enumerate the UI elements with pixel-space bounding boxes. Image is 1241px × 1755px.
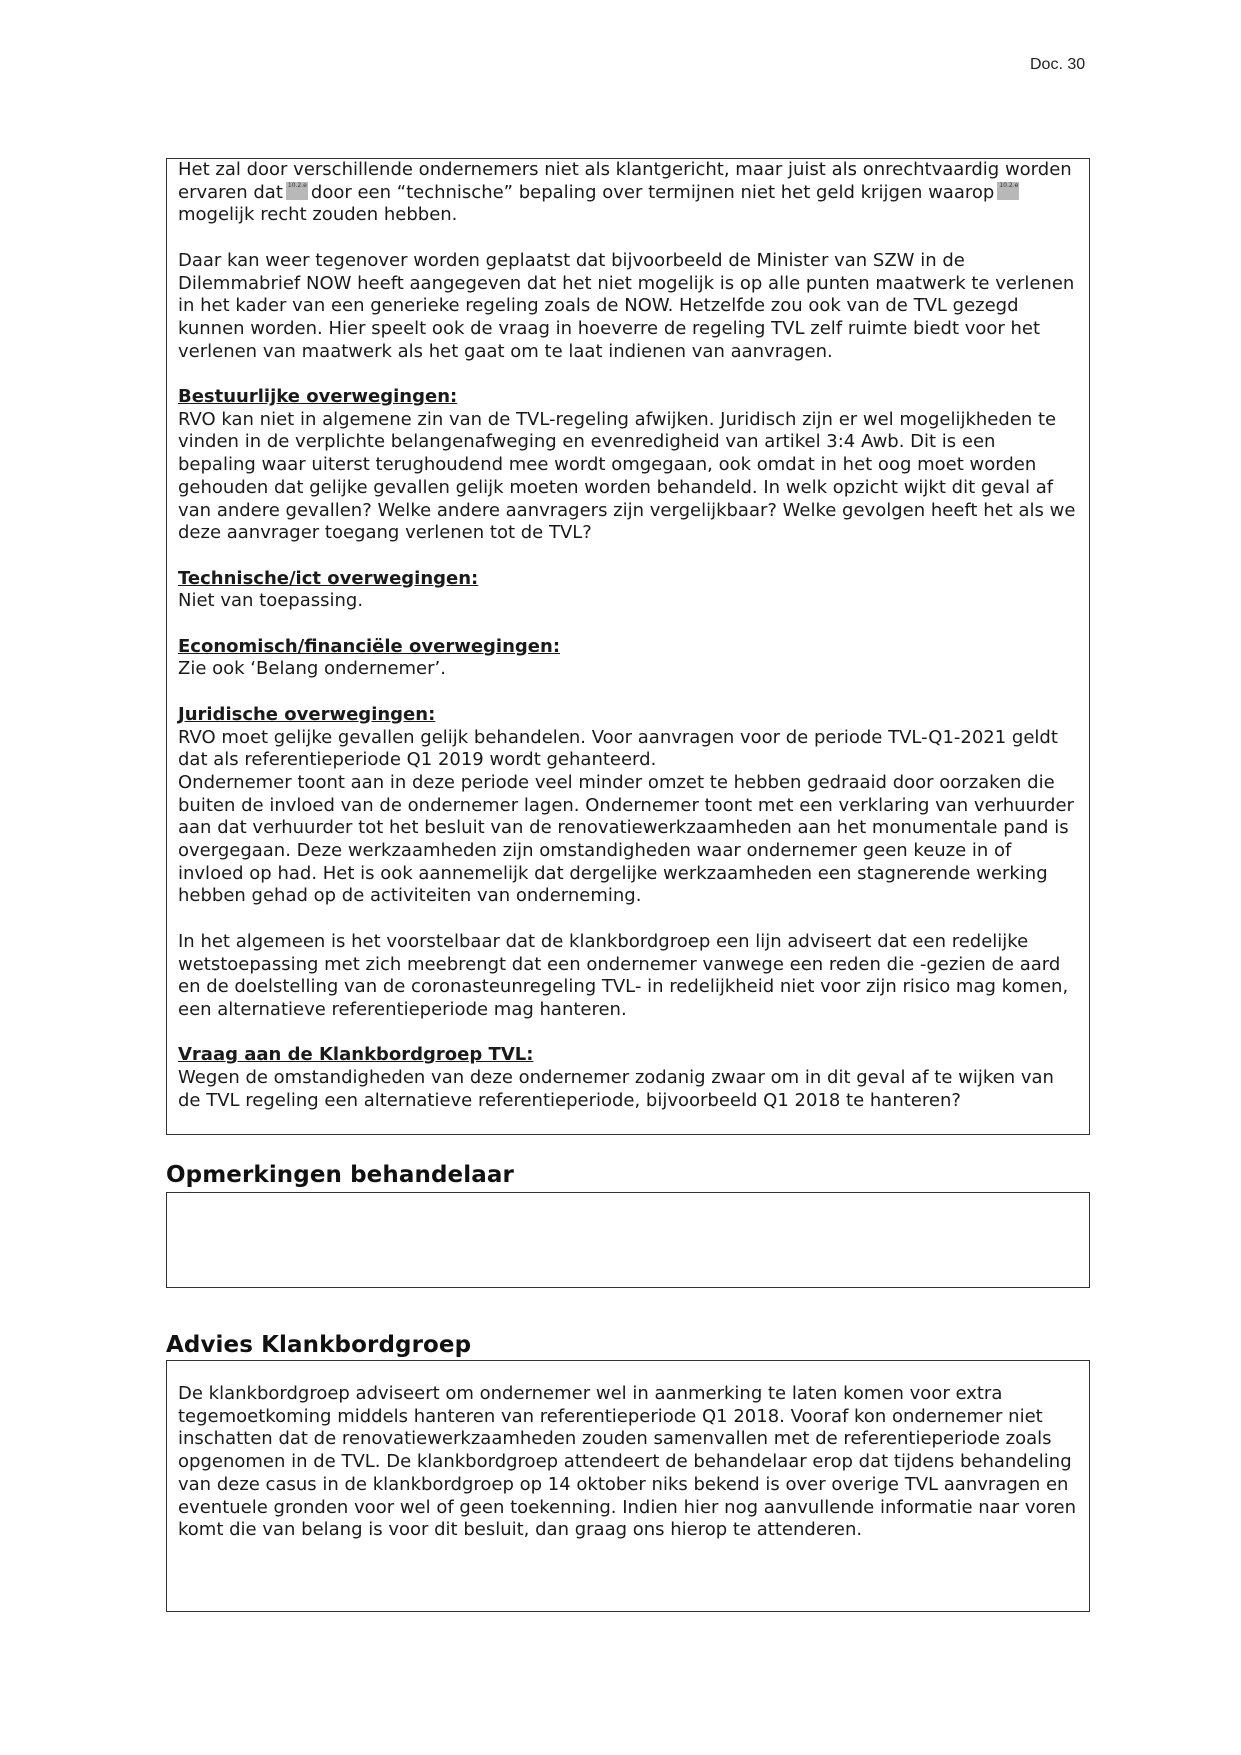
technisch-heading: Technische/ict overwegingen:	[178, 567, 479, 589]
intro-text-2: door een “technische” bepaling over termijnen niet het geld krijgen waarop	[310, 181, 995, 203]
vraag-text: Wegen de omstandigheden van deze ondernemer zodanig zwaar om in dit geval af te wijken van de TVL regeling een alternatieve referentieperiode, bijvoorbeeld Q1 2018 te hanteren?	[178, 1067, 1054, 1111]
advies-text: De klankbordgroep adviseert om ondernemer wel in aanmerking te laten komen voor extra tegemoetkoming middels hanteren van referentieperiode Q1 2018. Vooraf kon ondernemer niet inschatten dat de renovatiewerkzaamheden zouden samenvallen met de referentieperiode zoals opgenomen in de TVL. De klankbordgroep attendeert de behandelaar erop dat tijdens behandeling van deze casus in de klankbordgroep op 14 oktober niks bekend is over overige TVL aanvragen en eventuele gronden voor wel of geen toekenning. Indien hier nog aanvullende informatie naar voren komt die van belang is voor dit besluit, dan graag ons hierop te attenderen.	[178, 1383, 1076, 1541]
advies-box	[166, 1360, 1090, 1612]
technisch-text: Niet van toepassing.	[178, 590, 364, 612]
vraag-section	[178, 1044, 1077, 1112]
document-number: Doc. 30	[1030, 56, 1086, 73]
juridisch-text-1: RVO moet gelijke gevallen gelijk behandelen. Voor aanvragen voor de periode TVL-Q1-2021 geldt dat als referentieperiode Q1 2019 wordt gehanteerd.	[178, 726, 1058, 771]
advies-title: Advies Klankbordgroep	[166, 1332, 472, 1358]
opmerkingen-box	[166, 1192, 1090, 1288]
juridisch-heading: Juridische overwegingen:	[178, 703, 436, 725]
assessment-box	[166, 158, 1090, 1135]
juridisch-section	[178, 704, 1077, 908]
economisch-heading: Economisch/financiële overwegingen:	[178, 635, 561, 657]
opmerkingen-title: Opmerkingen behandelaar	[166, 1162, 514, 1188]
redaction-code: 10.2.e	[999, 181, 1019, 189]
juridisch-text-3: In het algemeen is het voorstelbaar dat de klankbordgroep een lijn adviseert dat een redelijke wetstoepassing met zich meebrengt dat een ondernemer vanwege een reden die -gezien de aard en de doelstelling van de coronasteunregeling TVL- in redelijkheid niet voor zijn risico mag komen, een alternatieve referentieperiode mag hanteren.	[178, 930, 1069, 1020]
bestuurlijk-section	[178, 386, 1077, 545]
intro-paragraph	[178, 159, 1077, 227]
redaction-mark	[286, 182, 308, 200]
vraag-heading: Vraag aan de Klankbordgroep TVL:	[178, 1044, 534, 1066]
intro-text-3: mogelijk recht zouden hebben.	[178, 204, 458, 226]
intro-text-1: Het zal door verschillende ondernemers niet als klantgericht, maar juist als onrechtvaardig worden ervaren dat	[178, 159, 1072, 203]
counterpoint-paragraph: Daar kan weer tegenover worden geplaatst dat bijvoorbeeld de Minister van SZW in de Dilemmabrief NOW heeft aangegeven dat het niet mogelijk is op alle punten maatwerk te verlenen in het kader van een generieke regeling zoals de NOW. Hetzelfde zou ook van de TVL gezegd kunnen worden. Hier speelt ook de vraag in hoeverre de regeling TVL zelf ruimte biedt voor het verlenen van maatwerk als het gaat om te laat indienen van aanvragen.	[178, 249, 1075, 362]
redaction-code: 10.2.e	[287, 181, 307, 189]
bestuurlijk-heading: Bestuurlijke overwegingen:	[178, 386, 458, 407]
redaction-mark	[997, 182, 1019, 200]
bestuurlijk-text: RVO kan niet in algemene zin van de TVL-regeling afwijken. Juridisch zijn er wel mogelijkheden te vinden in de verplichte belangenafweging en evenredigheid van artikel 3:4 Awb. Dit is een bepaling waar uiterst terughoudend mee wordt omgegaan, ook omdat in het oog moet worden gehouden dat gelijke gevallen gelijk moeten worden behandeld. In welk opzicht wijkt dit geval af van andere gevallen? Welke andere aanvragers zijn vergelijkbaar? Welke gevolgen heeft het als we deze aanvrager toegang verlenen tot de TVL?	[178, 408, 1076, 544]
juridisch-text-2: Ondernemer toont aan in deze periode veel minder omzet te hebben gedraaid door oorzaken die buiten de invloed van de ondernemer lagen. Ondernemer toont met een verklaring van verhuurder aan dat verhuurder tot het besluit van de renovatiewerkzaamheden aan het monumentale pand is overgegaan. Deze werkzaamheden zijn omstandigheden waar ondernemer geen keuze in of invloed op had. Het is ook aannemelijk dat dergelijke werkzaamheden een stagnerende werking hebben gehad op de activiteiten van onderneming.	[178, 771, 1074, 907]
economisch-text: Zie ook ‘Belang ondernemer’.	[178, 658, 446, 680]
technisch-section	[178, 568, 1077, 613]
economisch-section	[178, 636, 1077, 681]
